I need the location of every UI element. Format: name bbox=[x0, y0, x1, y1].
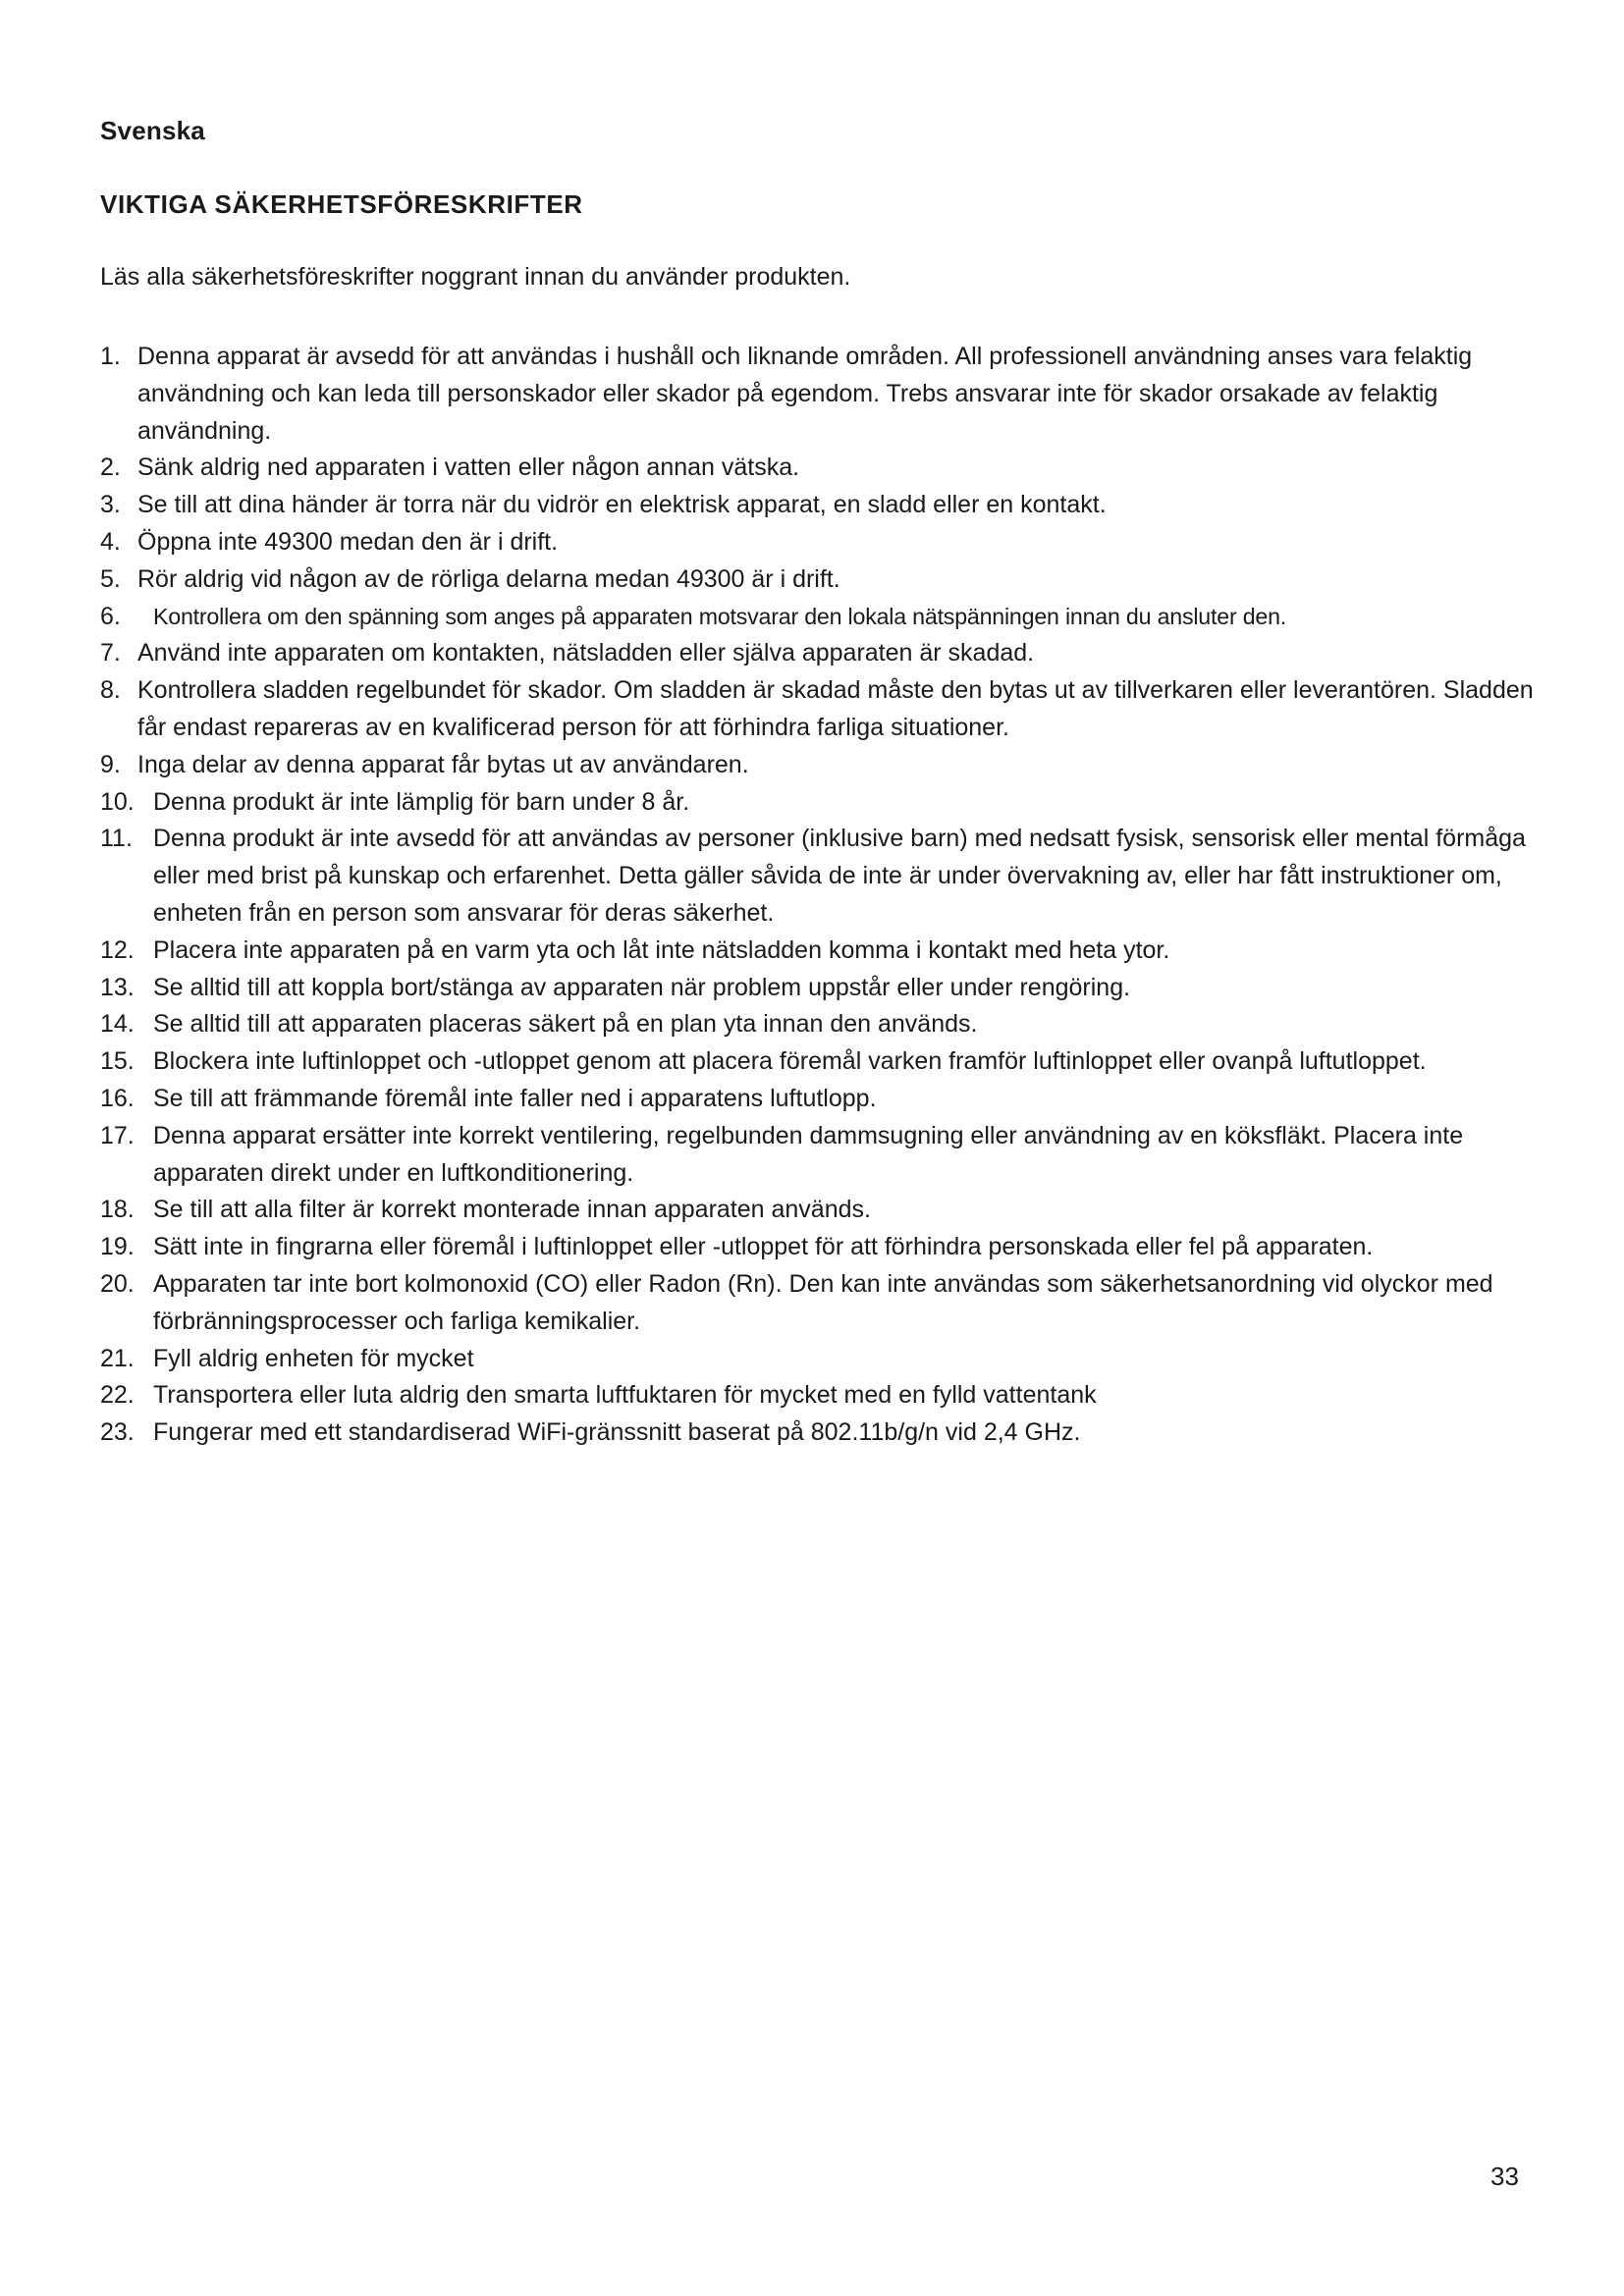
item-number: 3. bbox=[100, 491, 121, 519]
list-item bbox=[100, 1081, 1539, 1118]
list-item bbox=[100, 1118, 1539, 1193]
item-text: Sänk aldrig ned apparaten i vatten eller någon annan vätska. bbox=[137, 454, 800, 482]
item-number: 11. bbox=[100, 825, 133, 853]
list-item bbox=[100, 339, 1539, 450]
item-number: 14. bbox=[100, 1010, 135, 1039]
item-number: 9. bbox=[100, 750, 121, 778]
list-item bbox=[100, 1415, 1539, 1452]
item-text: Öppna inte 49300 medan den är i drift. bbox=[137, 527, 559, 556]
item-text: Apparaten tar inte bort kolmonoxid (CO) eller Radon (Rn). Den kan inte användas som säkerhetsanordning vid olyckor med förbränningsprocesser och farliga kemikalier. bbox=[153, 1269, 1493, 1335]
list-item bbox=[100, 1377, 1539, 1415]
list-item bbox=[100, 1341, 1539, 1378]
item-text: Se till att främmande föremål inte faller ned i apparatens luftutlopp. bbox=[153, 1084, 877, 1112]
list-item bbox=[100, 747, 1539, 784]
safety-list bbox=[100, 339, 1539, 1452]
item-number: 22. bbox=[100, 1381, 135, 1410]
list-item bbox=[100, 561, 1539, 599]
item-text: Se alltid till att apparaten placeras säkert på en plan yta innan den används. bbox=[153, 1010, 978, 1039]
item-text: Transportera eller luta aldrig den smarta luftfuktaren för mycket med en fylld vattentank bbox=[153, 1381, 1097, 1410]
item-number: 20. bbox=[100, 1269, 135, 1298]
item-number: 12. bbox=[100, 935, 135, 964]
item-text: Fyll aldrig enheten för mycket bbox=[153, 1344, 474, 1372]
item-text: Se till att alla filter är korrekt monterade innan apparaten används. bbox=[153, 1196, 871, 1224]
section-heading: VIKTIGA SÄKERHETSFÖRESKRIFTER bbox=[100, 189, 583, 219]
item-number: 5. bbox=[100, 564, 121, 593]
item-number: 13. bbox=[100, 973, 135, 1001]
list-item bbox=[100, 1006, 1539, 1043]
item-text: Fungerar med ett standardiserad WiFi-gränssnitt baserat på 802.11b/g/n vid 2,4 GHz. bbox=[153, 1418, 1081, 1447]
item-text: Denna produkt är inte avsedd för att användas av personer (inklusive barn) med nedsatt fysisk, sensorisk eller mental förmåga eller med brist på kunskap och erfarenhet. Detta gäller såvida de inte är under övervakning av, eller har fått instruktioner om, enheten från en person som ansvarar för deras säkerhet. bbox=[153, 825, 1526, 927]
item-number: 6. bbox=[100, 602, 121, 630]
list-item bbox=[100, 784, 1539, 822]
list-item bbox=[100, 524, 1539, 561]
item-number: 18. bbox=[100, 1196, 135, 1224]
item-number: 17. bbox=[100, 1121, 135, 1149]
list-item bbox=[100, 487, 1539, 524]
list-item bbox=[100, 1192, 1539, 1229]
item-text: Se till att dina händer är torra när du vidrör en elektrisk apparat, en sladd eller en kontakt. bbox=[137, 491, 1107, 519]
item-number: 10. bbox=[100, 787, 135, 816]
item-number: 2. bbox=[100, 454, 121, 482]
item-number: 15. bbox=[100, 1047, 135, 1076]
list-item bbox=[100, 970, 1539, 1007]
item-number: 8. bbox=[100, 676, 121, 705]
item-text: Sätt inte in fingrarna eller föremål i luftinloppet eller -utloppet för att förhindra personskada eller fel på apparaten. bbox=[153, 1233, 1374, 1261]
item-text: Se alltid till att koppla bort/stänga av apparaten när problem uppstår eller under rengöring. bbox=[153, 973, 1131, 1001]
item-text: Denna apparat ersätter inte korrekt ventilering, regelbunden dammsugning eller användning av en köksfläkt. Placera inte apparaten direkt under en luftkonditionering. bbox=[153, 1121, 1464, 1187]
item-number: 1. bbox=[100, 343, 121, 370]
list-item bbox=[100, 1229, 1539, 1266]
item-number: 7. bbox=[100, 639, 121, 667]
item-text: Kontrollera sladden regelbundet för skador. Om sladden är skadad måste den bytas ut av tillverkaren eller leverantören. Sladden får endast repareras av en kvalificerad person för att förhindra farliga situationer. bbox=[137, 676, 1534, 741]
list-item bbox=[100, 599, 1539, 636]
item-text: Använd inte apparaten om kontakten, nätsladden eller själva apparaten är skadad. bbox=[137, 639, 1035, 667]
list-item bbox=[100, 450, 1539, 487]
item-text: Rör aldrig vid någon av de rörliga delarna medan 49300 är i drift. bbox=[137, 564, 840, 593]
item-number: 19. bbox=[100, 1233, 135, 1261]
item-number: 16. bbox=[100, 1084, 135, 1112]
item-number: 23. bbox=[100, 1418, 135, 1447]
item-text: Kontrollera om den spänning som anges på apparaten motsvarar den lokala nätspänningen innan du ansluter den. bbox=[153, 603, 1287, 629]
item-text: Placera inte apparaten på en varm yta och låt inte nätsladden komma i kontakt med heta ytor. bbox=[153, 935, 1170, 964]
list-item bbox=[100, 672, 1539, 747]
item-text: Inga delar av denna apparat får bytas ut av användaren. bbox=[137, 750, 749, 778]
item-text: Denna apparat är avsedd för att användas i hushåll och liknande områden. All professionell användning anses vara felaktig användning och kan leda till personskador eller skador på egendom. Trebs ansvarar inte för skador orsakade av felaktig användning. bbox=[137, 343, 1473, 445]
list-item bbox=[100, 933, 1539, 970]
list-item bbox=[100, 1043, 1539, 1081]
list-item bbox=[100, 1266, 1539, 1341]
item-number: 4. bbox=[100, 527, 121, 556]
intro-text: Läs alla säkerhetsföreskrifter noggrant innan du använder produkten. bbox=[100, 263, 851, 291]
page-number: 33 bbox=[1490, 2162, 1519, 2191]
list-item bbox=[100, 821, 1539, 932]
item-number: 21. bbox=[100, 1344, 135, 1372]
item-text: Blockera inte luftinloppet och -utloppet genom att placera föremål varken framför luftinloppet eller ovanpå luftutloppet. bbox=[153, 1047, 1427, 1076]
list-item bbox=[100, 635, 1539, 672]
language-label: Svenska bbox=[100, 116, 205, 145]
item-text: Denna produkt är inte lämplig för barn under 8 år. bbox=[153, 787, 690, 816]
